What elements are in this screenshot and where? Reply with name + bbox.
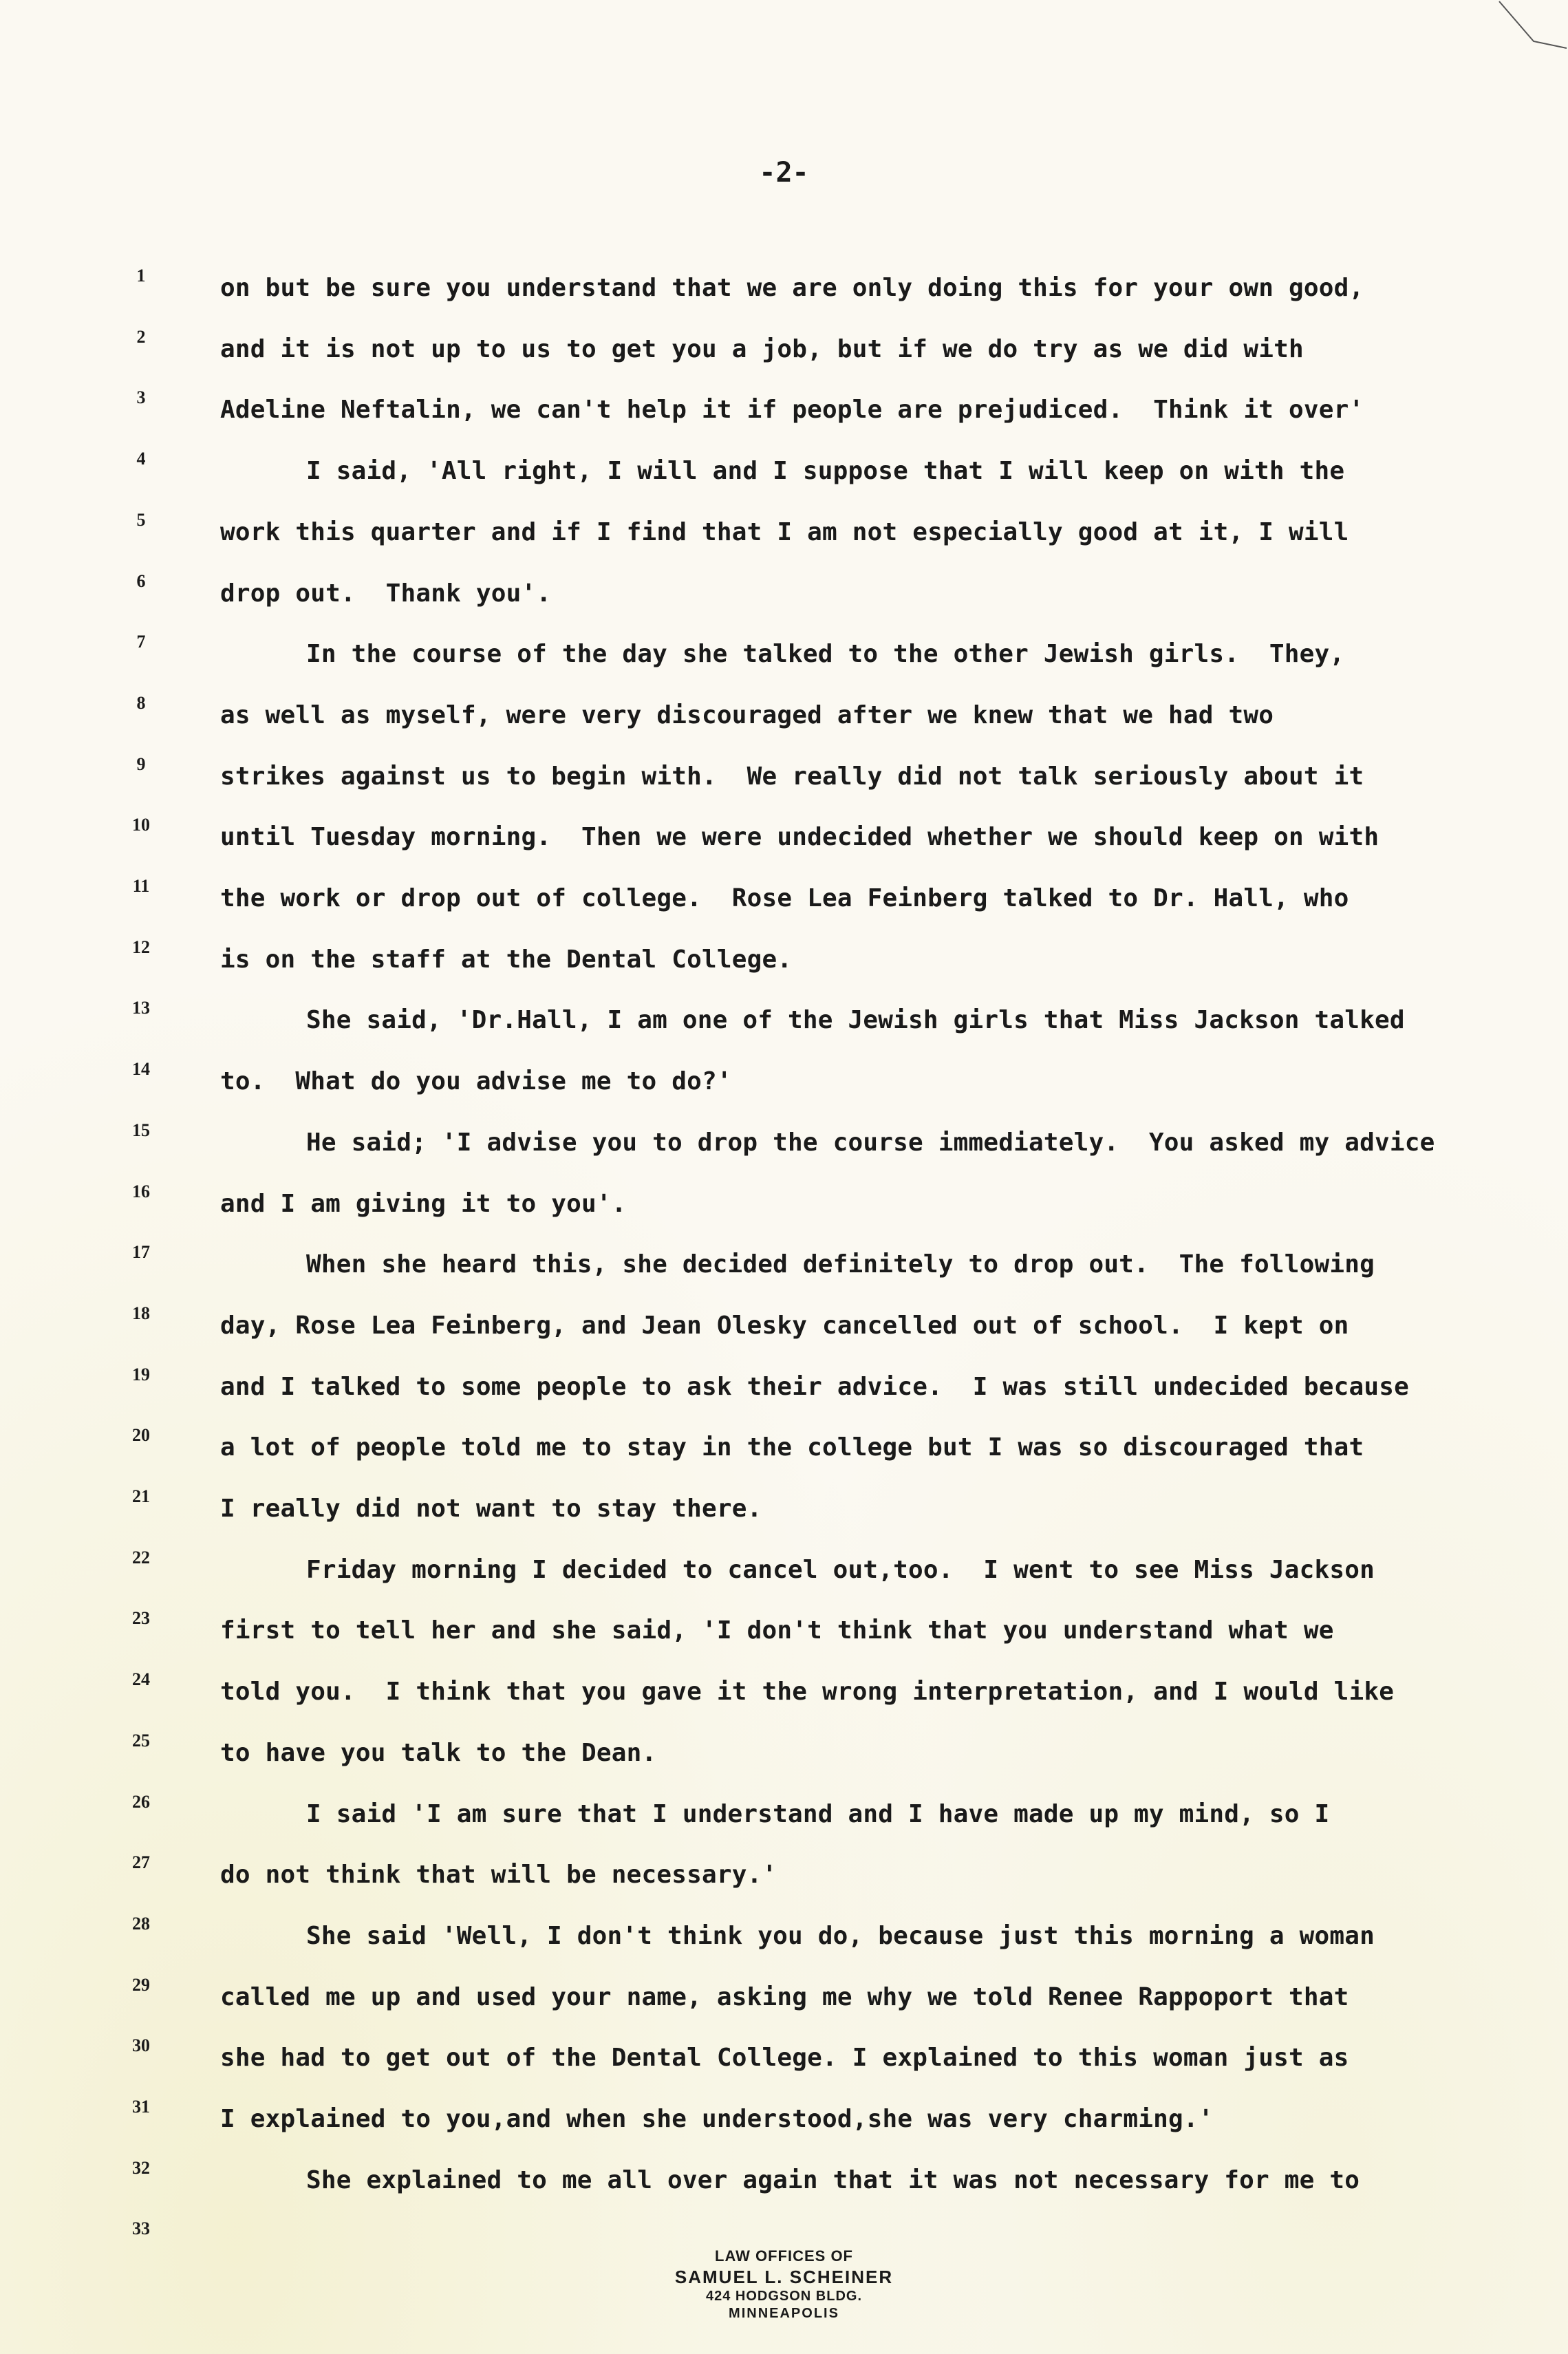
text-line: and I talked to some people to ask their advice. I was still undecided because bbox=[220, 1373, 1410, 1401]
text-line: do not think that will be necessary.' bbox=[220, 1861, 777, 1889]
line-number: 22 bbox=[132, 1548, 150, 1567]
text-line: day, Rose Lea Feinberg, and Jean Olesky cancelled out of school. I kept on bbox=[220, 1312, 1349, 1340]
text-line: She explained to me all over again that it was not necessary for me to bbox=[306, 2166, 1360, 2194]
line-number: 2 bbox=[136, 327, 146, 347]
line-number: 29 bbox=[132, 1975, 150, 1995]
text-line: Adeline Neftalin, we can't help it if people are prejudiced. Think it over' bbox=[220, 396, 1364, 424]
line-number: 27 bbox=[132, 1852, 150, 1872]
line-number: 21 bbox=[132, 1486, 150, 1506]
line-number: 8 bbox=[136, 693, 146, 713]
text-line: on but be sure you understand that we are only doing this for your own good, bbox=[220, 274, 1364, 302]
text-line: is on the staff at the Dental College. bbox=[220, 945, 793, 974]
paper-corner-fold-mark bbox=[1492, 0, 1568, 55]
footer-address: 424 HODGSON BLDG. bbox=[705, 2289, 863, 2304]
line-number: 7 bbox=[136, 632, 146, 652]
text-line: I really did not want to stay there. bbox=[220, 1495, 762, 1523]
text-line: I explained to you,and when she understood,she was very charming.' bbox=[220, 2105, 1214, 2133]
line-number: 4 bbox=[136, 449, 146, 469]
line-number: 20 bbox=[132, 1425, 150, 1445]
text-line: a lot of people told me to stay in the college but I was so discouraged that bbox=[220, 1433, 1364, 1462]
text-line: When she heard this, she decided definitely to drop out. The following bbox=[306, 1250, 1375, 1278]
line-number: 11 bbox=[132, 876, 150, 896]
text-line: and I am giving it to you'. bbox=[220, 1190, 627, 1218]
line-number: 23 bbox=[132, 1608, 150, 1628]
text-line: until Tuesday morning. Then we were undecided whether we should keep on with bbox=[220, 823, 1379, 851]
text-line: to have you talk to the Dean. bbox=[220, 1739, 657, 1767]
line-number: 15 bbox=[132, 1120, 150, 1140]
line-number: 30 bbox=[132, 2035, 150, 2055]
line-number: 1 bbox=[136, 266, 146, 286]
text-line: I said 'I am sure that I understand and I have made up my mind, so I bbox=[306, 1800, 1330, 1828]
page-number: -2- bbox=[759, 157, 809, 189]
law-office-footer bbox=[0, 2247, 1568, 2322]
text-line: In the course of the day she talked to the other Jewish girls. They, bbox=[306, 640, 1345, 668]
text-line: told you. I think that you gave it the wrong interpretation, and I would like bbox=[220, 1678, 1395, 1706]
line-number: 17 bbox=[132, 1242, 150, 1262]
text-line: she had to get out of the Dental College. I explained to this woman just as bbox=[220, 2044, 1349, 2072]
text-line: drop out. Thank you'. bbox=[220, 579, 552, 608]
text-line: called me up and used your name, asking me why we told Renee Rappoport that bbox=[220, 1983, 1349, 2011]
text-line: Friday morning I decided to cancel out,too. I went to see Miss Jackson bbox=[306, 1556, 1375, 1584]
footer-line-1: LAW OFFICES OF bbox=[715, 2247, 853, 2265]
line-number: 33 bbox=[132, 2218, 150, 2238]
text-line: He said; 'I advise you to drop the course immediately. You asked my advice bbox=[306, 1128, 1435, 1157]
line-number: 12 bbox=[132, 937, 150, 957]
line-number: 18 bbox=[132, 1303, 150, 1323]
text-line: strikes against us to begin with. We really did not talk seriously about it bbox=[220, 762, 1364, 791]
text-line: She said, 'Dr.Hall, I am one of the Jewish girls that Miss Jackson talked bbox=[306, 1006, 1405, 1034]
line-number: 19 bbox=[132, 1365, 150, 1384]
text-line: the work or drop out of college. Rose Lea Feinberg talked to Dr. Hall, who bbox=[220, 884, 1349, 912]
text-line: and it is not up to us to get you a job, but if we do try as we did with bbox=[220, 335, 1304, 363]
text-line: work this quarter and if I find that I am not especially good at it, I will bbox=[220, 518, 1349, 546]
line-number: 16 bbox=[132, 1181, 150, 1201]
line-number: 32 bbox=[132, 2158, 150, 2178]
line-number: 9 bbox=[136, 754, 146, 774]
text-line: She said 'Well, I don't think you do, because just this morning a woman bbox=[306, 1922, 1375, 1950]
footer-firm-name: SAMUEL L. SCHEINER bbox=[674, 2266, 894, 2287]
line-number: 31 bbox=[132, 2097, 150, 2117]
line-number: 25 bbox=[132, 1731, 150, 1751]
line-number: 14 bbox=[132, 1059, 150, 1079]
line-number: 28 bbox=[132, 1914, 150, 1934]
text-line: first to tell her and she said, 'I don't think that you understand what we bbox=[220, 1616, 1334, 1645]
line-number: 5 bbox=[136, 510, 146, 530]
line-number: 13 bbox=[132, 998, 150, 1018]
text-line: to. What do you advise me to do?' bbox=[220, 1067, 732, 1095]
line-number: 6 bbox=[136, 571, 146, 591]
line-number: 10 bbox=[132, 815, 150, 835]
text-line: I said, 'All right, I will and I suppose that I will keep on with the bbox=[306, 457, 1345, 485]
footer-city: MINNEAPOLIS bbox=[729, 2306, 839, 2321]
text-line: as well as myself, were very discouraged after we knew that we had two bbox=[220, 701, 1274, 729]
line-number: 24 bbox=[132, 1669, 150, 1689]
line-number: 3 bbox=[136, 387, 146, 407]
line-number: 26 bbox=[132, 1792, 150, 1812]
